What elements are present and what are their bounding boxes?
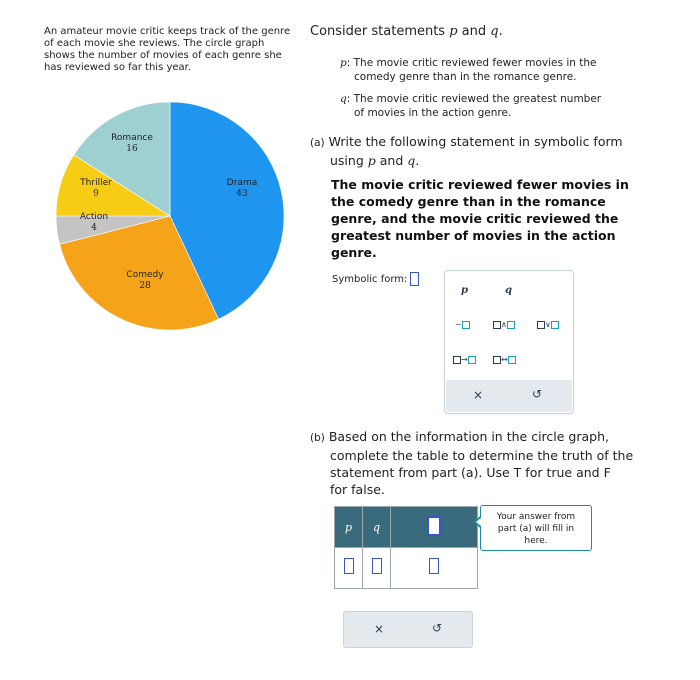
part-a-text: and bbox=[375, 153, 408, 168]
truth-table bbox=[334, 506, 478, 589]
placeholder-box bbox=[493, 356, 501, 364]
cell-q-input[interactable] bbox=[372, 558, 382, 574]
iff-symbol: ↔ bbox=[501, 355, 508, 364]
cell-statement bbox=[391, 548, 478, 589]
statement-q: q: The movie critic reviewed the greatest number of movies in the action genre. bbox=[340, 92, 640, 120]
placeholder-box bbox=[453, 356, 461, 364]
placeholder-box bbox=[507, 321, 515, 329]
pie-chart bbox=[52, 98, 288, 334]
consider-heading bbox=[310, 24, 503, 39]
slice-name: Romance bbox=[111, 133, 153, 143]
var-p: p bbox=[367, 153, 376, 168]
cell-p-input[interactable] bbox=[344, 558, 354, 574]
palette-p-button[interactable]: p bbox=[461, 285, 468, 296]
placeholder-box bbox=[493, 321, 501, 329]
slice-value: 16 bbox=[126, 144, 138, 154]
pie-label-romance bbox=[106, 133, 158, 155]
var-q: q bbox=[407, 153, 416, 168]
pie-label-action bbox=[76, 212, 112, 234]
hint-callout bbox=[480, 505, 592, 551]
symbolic-form-label: Symbolic form: bbox=[332, 274, 408, 285]
part-a-line1: Write the following statement in symbolic form bbox=[328, 134, 623, 149]
slice-name: Drama bbox=[226, 178, 258, 188]
statement-header-input[interactable] bbox=[427, 516, 441, 536]
slice-value: 4 bbox=[91, 223, 97, 233]
slice-name: Comedy bbox=[126, 270, 164, 280]
part-b-line: statement from part (a). Use T for true and F bbox=[330, 465, 611, 480]
palette-not-button[interactable] bbox=[455, 320, 470, 329]
statement-var: q bbox=[340, 93, 347, 105]
table-row bbox=[335, 548, 478, 589]
placeholder-box bbox=[537, 321, 545, 329]
compound-line: greatest number of movies in the action bbox=[331, 228, 616, 243]
statement-text: comedy genre than in the romance genre. bbox=[354, 71, 577, 83]
compound-line: genre. bbox=[331, 245, 377, 260]
compound-line: the comedy genre than in the romance bbox=[331, 194, 606, 209]
palette-implies-button[interactable] bbox=[453, 355, 476, 364]
var-q: q bbox=[490, 24, 499, 39]
palette-or-button[interactable] bbox=[537, 320, 559, 329]
implies-symbol: → bbox=[461, 355, 468, 364]
palette-undo-button[interactable]: ↺ bbox=[532, 387, 543, 401]
symbolic-form-row bbox=[332, 272, 419, 286]
column-header-q: q bbox=[363, 507, 391, 548]
compound-line: The movie critic reviewed fewer movies in bbox=[331, 177, 629, 192]
callout-line: Your answer from bbox=[496, 512, 576, 522]
consider-suffix: . bbox=[498, 24, 503, 39]
var-p: p bbox=[449, 24, 458, 39]
part-a-label: (a) bbox=[310, 137, 325, 149]
cell-q bbox=[363, 548, 391, 589]
and-symbol: ∧ bbox=[501, 320, 507, 329]
statement-text: of movies in the action genre. bbox=[354, 107, 512, 119]
callout-line: here. bbox=[524, 536, 548, 546]
symbolic-form-input[interactable] bbox=[410, 272, 419, 286]
or-symbol: ∨ bbox=[545, 320, 551, 329]
truth-table-header bbox=[335, 507, 478, 548]
part-a-text: . bbox=[415, 153, 420, 168]
callout-line: part (a) will fill in bbox=[497, 524, 575, 534]
symbol-palette bbox=[444, 270, 574, 414]
placeholder-box bbox=[468, 356, 476, 364]
pie-label-drama bbox=[225, 178, 259, 200]
cell-p bbox=[335, 548, 363, 589]
part-a-text: using bbox=[330, 153, 368, 168]
part-b-line: complete the table to determine the truth of the bbox=[330, 448, 634, 463]
compound-statement bbox=[331, 176, 651, 261]
slice-name: Thriller bbox=[80, 178, 112, 188]
palette-iff-button[interactable] bbox=[493, 355, 516, 364]
palette-footer bbox=[446, 380, 572, 412]
column-header-statement bbox=[391, 507, 478, 548]
intro-line: has reviewed so far this year. bbox=[44, 62, 192, 73]
table-action-bar bbox=[343, 611, 473, 648]
slice-value: 9 bbox=[93, 189, 99, 199]
pie-label-comedy bbox=[122, 270, 168, 292]
part-a-prompt bbox=[310, 133, 650, 169]
placeholder-box bbox=[462, 321, 470, 329]
pie-label-thriller bbox=[76, 178, 116, 200]
problem-intro bbox=[44, 26, 300, 74]
consider-prefix: Consider statements bbox=[310, 24, 450, 39]
compound-line: genre, and the movie critic reviewed the bbox=[331, 211, 619, 226]
table-clear-button[interactable]: × bbox=[374, 622, 385, 636]
table-undo-button[interactable]: ↺ bbox=[432, 621, 443, 635]
consider-and: and bbox=[457, 24, 491, 39]
column-header-p: p bbox=[335, 507, 363, 548]
palette-and-button[interactable] bbox=[493, 320, 515, 329]
palette-q-button[interactable]: q bbox=[505, 285, 512, 296]
statement-text: The movie critic reviewed fewer movies in the bbox=[353, 57, 597, 69]
statement-text: The movie critic reviewed the greatest number bbox=[353, 93, 602, 105]
part-b-label: (b) bbox=[310, 432, 325, 444]
intro-line: An amateur movie critic keeps track of the genre bbox=[44, 26, 291, 37]
statement-var: p bbox=[340, 57, 347, 69]
placeholder-box bbox=[551, 321, 559, 329]
intro-line: of each movie she reviews. The circle graph bbox=[44, 38, 265, 49]
callout-arrow-inner bbox=[476, 518, 481, 526]
slice-name: Action bbox=[79, 212, 109, 222]
slice-value: 28 bbox=[139, 281, 151, 291]
intro-line: shows the number of movies of each genre she bbox=[44, 50, 282, 61]
not-symbol: ~ bbox=[455, 320, 462, 329]
slice-value: 43 bbox=[236, 189, 248, 199]
cell-statement-input[interactable] bbox=[429, 558, 439, 574]
palette-clear-button[interactable]: × bbox=[473, 388, 484, 402]
statement-p: p: The movie critic reviewed fewer movies in the comedy genre than in the romance genre. bbox=[340, 56, 640, 84]
part-b-line: Based on the information in the circle graph, bbox=[328, 429, 609, 444]
placeholder-box bbox=[508, 356, 516, 364]
part-b-prompt bbox=[310, 428, 650, 498]
part-b-line: for false. bbox=[330, 482, 385, 497]
